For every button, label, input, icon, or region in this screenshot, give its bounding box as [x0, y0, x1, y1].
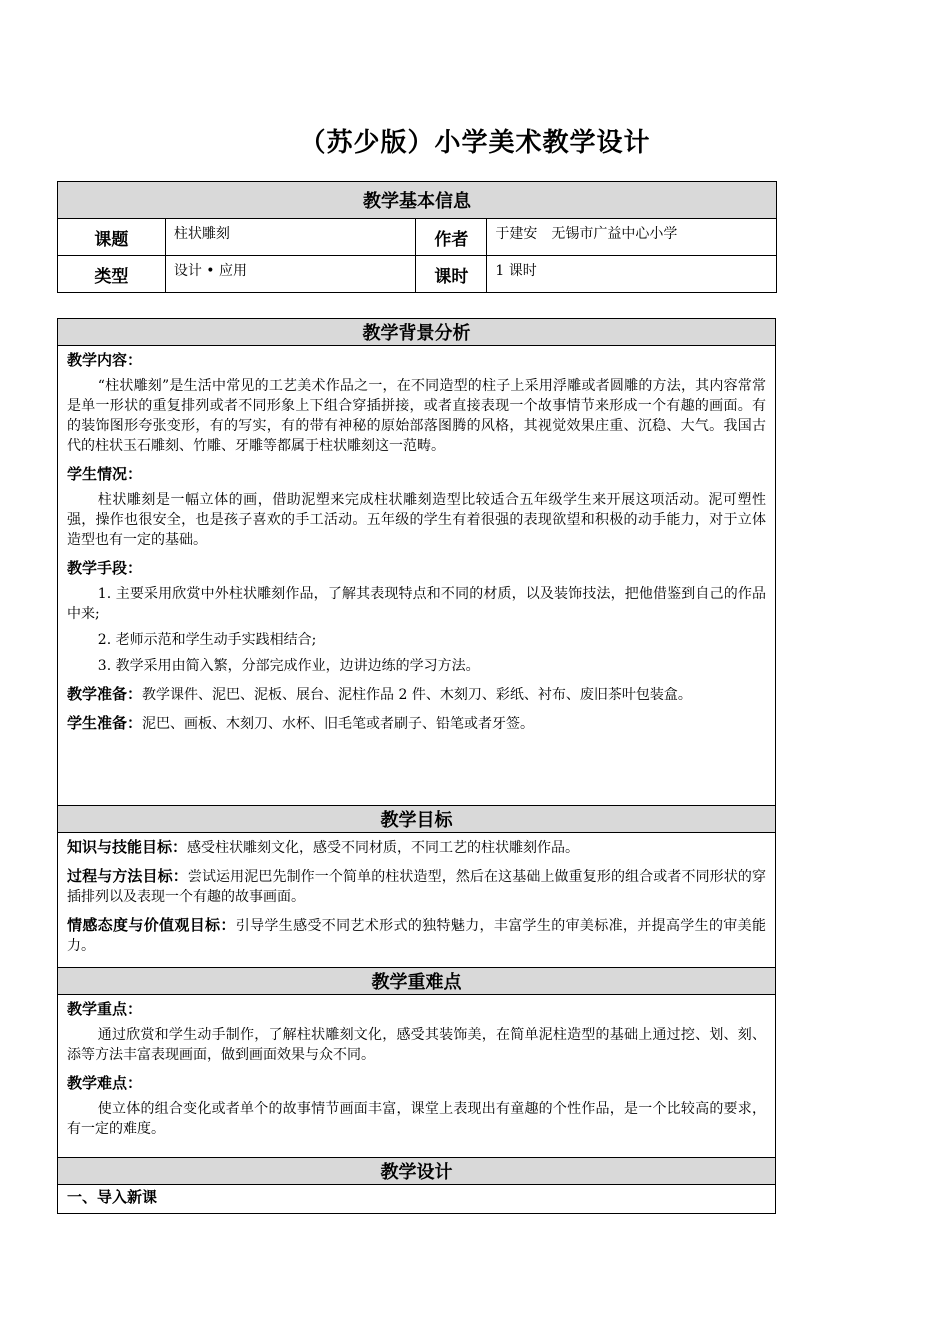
content-text: “柱状雕刻”是生活中常见的工艺美术作品之一，在不同造型的柱子上采用浮雕或者圆雕的方法，其内容常常是单一形状的重复排列或者不同形象上下组合穿插拼接，或者直接表现一个故事情节来形成一个有趣的画面。有的装饰图形夸张变形，有的写实，有的带有神秘的原始部落图腾的风格，其视觉效果庄重、沉稳、大气。我国古代的柱状玉石雕刻、竹雕、牙雕等都属于柱状雕刻这一范畴。 — [67, 378, 766, 454]
hours-label: 课时 — [416, 256, 487, 293]
emotion-goal-text: 引导学生感受不同艺术形式的独特魅力，丰富学生的审美标准，并提高学生的审美能力。 — [67, 918, 766, 954]
emotion-goal — [67, 915, 766, 956]
process-goal-text: 尝试运用泥巴先制作一个简单的柱状造型，然后在这基础上做重复形的组合或者不同形状的穿插排列以及表现一个有趣的故事画面。 — [67, 869, 766, 905]
content-label: 教学内容： — [67, 351, 143, 369]
emotion-goal-label: 情感态度与价值观目标： — [67, 916, 236, 934]
difficulty-text: 使立体的组合变化或者单个的故事情节画面丰富，课堂上表现出有童趣的个性作品，是一个比较高的要求，有一定的难度。 — [67, 1101, 766, 1137]
background-header: 教学背景分析 — [58, 319, 776, 346]
focus-label: 教学重点： — [67, 1000, 143, 1018]
basic-info-table — [57, 181, 777, 293]
process-goal-label: 过程与方法目标： — [67, 867, 188, 885]
student-prep — [67, 713, 766, 734]
means-item: 2. 老师示范和学生动手实践相结合; — [97, 632, 317, 648]
process-goal — [67, 866, 766, 907]
key-points-section — [58, 995, 776, 1158]
key-points-header: 教学重难点 — [58, 968, 776, 995]
type-value: 设计 • 应用 — [165, 256, 416, 293]
author-label: 作者 — [416, 219, 487, 256]
topic-label: 课题 — [58, 219, 166, 256]
design-section — [58, 1185, 776, 1214]
hours-value: 1 课时 — [487, 256, 777, 293]
means-item: 3. 教学采用由简入繁，分部完成作业，边讲边练的学习方法。 — [97, 658, 480, 674]
focus-text: 通过欣赏和学生动手制作，了解柱状雕刻文化，感受其装饰美，在简单泥柱造型的基础上通过挖、划、刻、添等方法丰富表现画面，做到画面效果与众不同。 — [67, 1027, 766, 1063]
knowledge-goal — [67, 837, 766, 858]
author-value: 于建安 无锡市广益中心小学 — [487, 219, 777, 256]
basic-info-header: 教学基本信息 — [58, 182, 777, 219]
students-text: 柱状雕刻是一幅立体的画，借助泥塑来完成柱状雕刻造型比较适合五年级学生来开展这项活动。泥可塑性强，操作也很安全，也是孩子喜欢的手工活动。五年级的学生有着很强的表现欲望和积极的动手能力，对于立体造型也有一定的基础。 — [67, 492, 766, 548]
goals-header: 教学目标 — [58, 806, 776, 833]
lesson-plan-table — [57, 318, 776, 1214]
teacher-prep-label: 教学准备： — [67, 685, 143, 703]
student-prep-label: 学生准备： — [67, 714, 143, 732]
means-label: 教学手段： — [67, 559, 143, 577]
design-header: 教学设计 — [58, 1158, 776, 1185]
knowledge-goal-text: 感受柱状雕刻文化，感受不同材质，不同工艺的柱状雕刻作品。 — [187, 840, 580, 856]
topic-value: 柱状雕刻 — [165, 219, 416, 256]
means-item: 1. 主要采用欣赏中外柱状雕刻作品，了解其表现特点和不同的材质，以及装饰技法，把他借鉴到自己的作品中来; — [67, 586, 766, 622]
goals-section — [58, 833, 776, 968]
type-label: 类型 — [58, 256, 166, 293]
teacher-prep — [67, 684, 766, 705]
design-first-step: 一、导入新课 — [67, 1188, 158, 1206]
difficulty-label: 教学难点： — [67, 1074, 143, 1092]
background-section — [58, 346, 776, 806]
student-prep-text: 泥巴、画板、木刻刀、水杯、旧毛笔或者刷子、铅笔或者牙签。 — [142, 716, 535, 732]
knowledge-goal-label: 知识与技能目标： — [67, 838, 188, 856]
students-label: 学生情况： — [67, 465, 143, 483]
document-title: （苏少版）小学美术教学设计 — [299, 128, 651, 158]
teacher-prep-text: 教学课件、泥巴、泥板、展台、泥柱作品 2 件、木刻刀、彩纸、衬布、废旧茶叶包装盒。 — [142, 687, 692, 703]
